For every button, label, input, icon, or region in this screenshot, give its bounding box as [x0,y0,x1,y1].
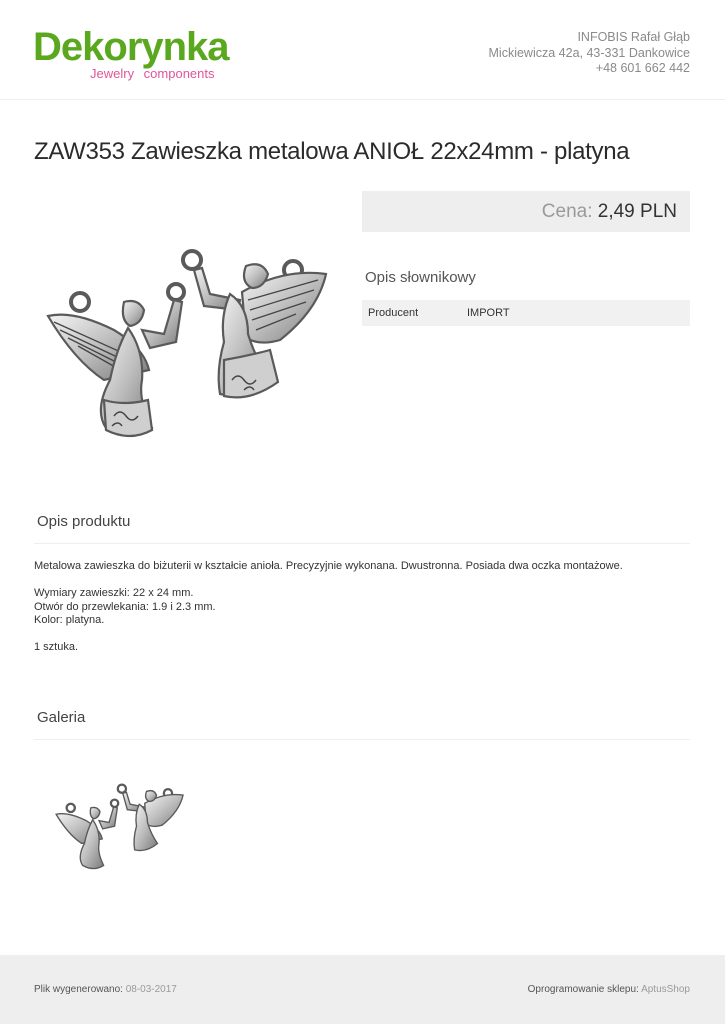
description-paragraph: Metalowa zawieszka do biżuterii w kształcie anioła. Precyzyjnie wykonana. Dwustronna. Posiada dwa oczka montażowe. [34,560,623,572]
description-body [34,560,690,668]
description-quantity: 1 sztuka. [34,641,79,653]
spec-color: Kolor: platyna. [34,614,105,626]
product-title: ZAW353 Zawieszka metalowa ANIOŁ 22x24mm - platyna [34,138,630,165]
description-heading: Opis produktu [37,513,131,530]
description-specs [34,587,690,628]
generated-label: Plik wygenerowano: [34,984,123,995]
price-value: 2,49 PLN [597,201,677,222]
software-info [528,983,690,997]
divider [34,739,690,740]
divider [34,543,690,544]
product-image [34,230,344,460]
logo[interactable] [33,24,233,84]
company-address: Mickiewicza 42a, 43-331 Dankowice [488,45,690,60]
company-phone: +48 601 662 442 [595,61,690,75]
spec-hole: Otwór do przewlekania: 1.9 i 2.3 mm. [34,600,216,613]
logo-tagline: Jewelry components [90,66,215,81]
dictionary-value: IMPORT [467,307,510,319]
price-box [362,191,690,232]
generated-info [34,983,177,997]
generated-date: 08-03-2017 [125,984,177,995]
page-footer [0,955,725,1024]
dictionary-key: Producent [368,307,419,319]
gallery-heading: Galeria [37,709,86,726]
price-label: Cena: [541,201,593,222]
dictionary-table [362,300,690,326]
software-label: Oprogramowanie sklepu: [527,984,639,995]
gallery-thumbnail[interactable] [48,775,193,880]
angel-charm-right [183,251,326,397]
logo-text: Dekorynka [33,25,229,69]
company-info [489,30,690,77]
spec-dimensions: Wymiary zawieszki: 22 x 24 mm. [34,587,194,599]
software-link[interactable]: AptusShop [641,984,690,995]
angel-charm-left [48,284,184,436]
page-header [0,0,725,100]
dictionary-heading: Opis słownikowy [365,269,476,286]
company-name: INFOBIS Rafał Głąb [577,30,690,44]
